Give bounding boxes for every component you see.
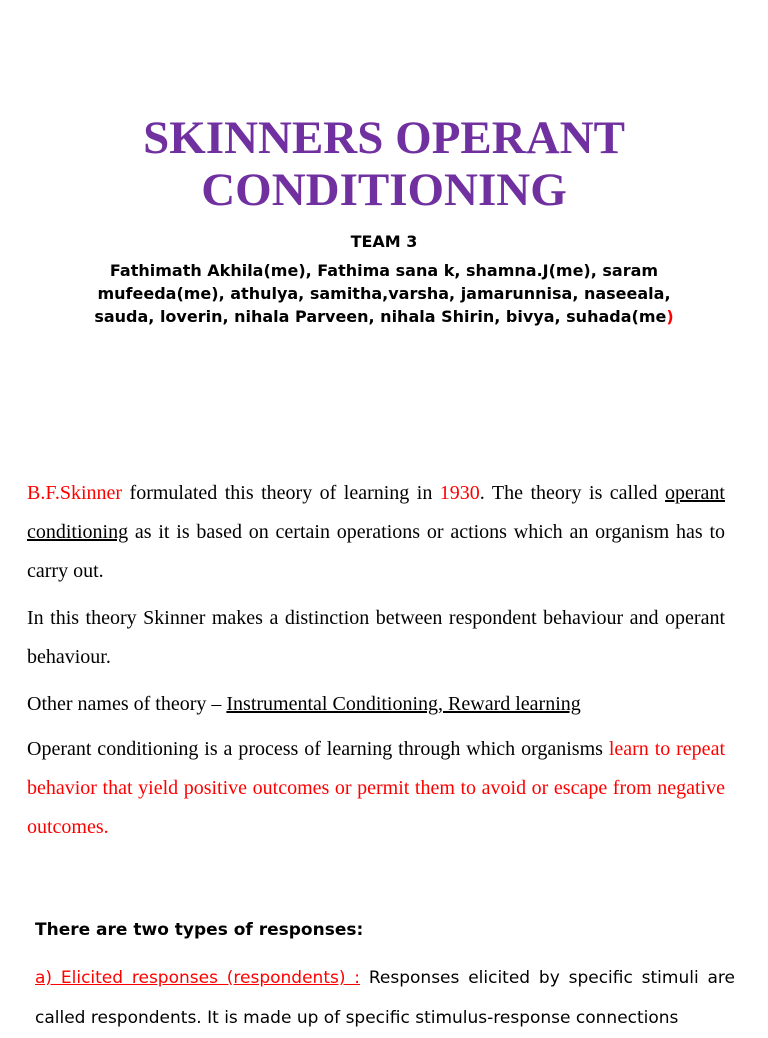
elicited-text: Responses elicited by specific stimuli are called respondents. It is made up of specific stimulus-response connections <box>35 968 735 1028</box>
skinner-name: B.F.Skinner <box>27 482 123 504</box>
paragraph-elicited <box>35 958 735 1038</box>
definition-highlight: learn to repeat behavior that yield positive outcomes or permit them to avoid or escape from negative outcomes. <box>27 738 725 838</box>
elicited-label: a) Elicited responses (respondents) : <box>35 968 361 988</box>
members-list: Fathimath Akhila(me), Fathima sana k, shamna.J(me), saram mufeeda(me), athulya, samitha,varsha, jamarunnisa, naseeala, sauda, loverin, nihala Parveen, nihala Shirin, bivya, suhada(me <box>94 261 671 326</box>
paragraph-intro <box>27 474 725 591</box>
title-line-1: SKINNERS OPERANT <box>143 112 625 164</box>
team-label: TEAM 3 <box>350 232 418 251</box>
term-operant-conditioning: operant conditioning <box>27 482 725 543</box>
types-heading: There are two types of responses: <box>35 920 364 940</box>
year-1930: 1930 <box>439 482 480 504</box>
other-names-lead: Other names of theory – <box>27 693 227 715</box>
members-close-paren: ) <box>666 307 674 326</box>
other-names-list: Instrumental Conditioning, Reward learning <box>226 693 581 715</box>
paragraph-distinction: In this theory Skinner makes a distinction between respondent behaviour and operant behaviour. <box>27 607 725 668</box>
title-line-2: CONDITIONING <box>201 164 567 216</box>
paragraph-other-names <box>27 685 725 724</box>
intro-text-2: . The theory is called <box>479 482 666 504</box>
team-members <box>90 259 678 328</box>
definition-text: Operant conditioning is a process of learning through which organisms <box>27 738 609 760</box>
paragraph-definition <box>27 730 725 847</box>
intro-text-3: as it is based on certain operations or actions which an organism has to carry out. <box>27 521 725 582</box>
intro-text-1: formulated this theory of learning in <box>122 482 440 504</box>
document-title <box>0 112 768 216</box>
